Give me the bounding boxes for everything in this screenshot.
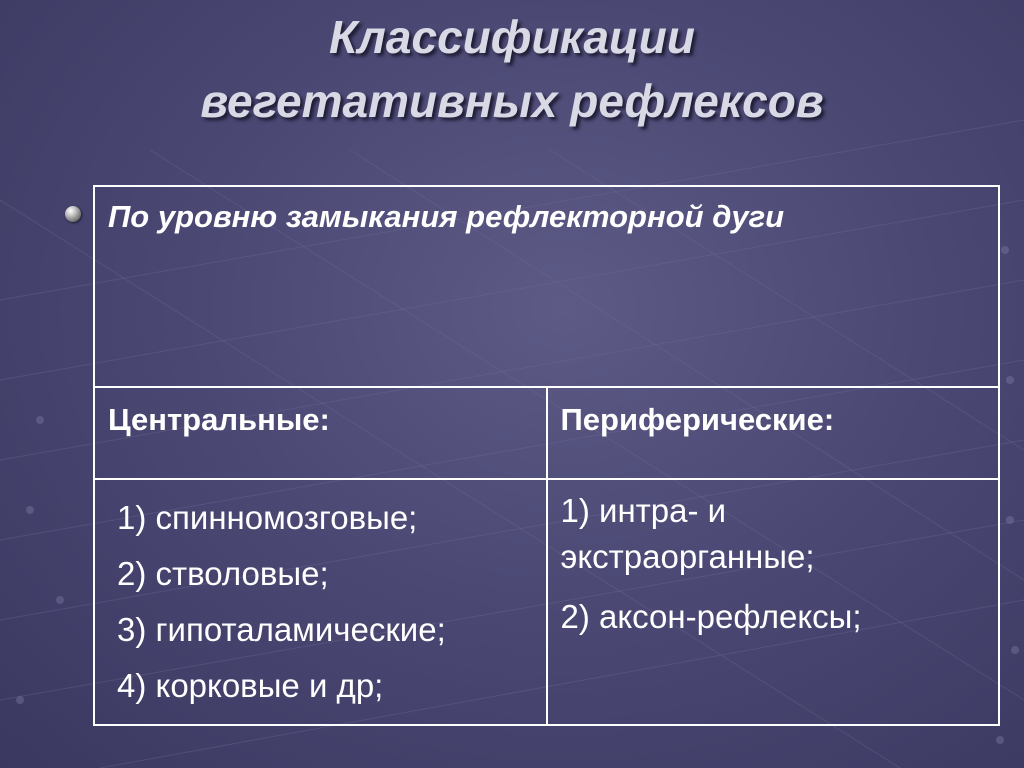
left-heading-cell xyxy=(94,387,547,479)
list-item: 2) аксон-рефлексы; xyxy=(560,598,862,635)
list-item: 1) спинномозговые; xyxy=(117,499,418,536)
table-header-cell xyxy=(94,186,999,387)
list-item: 1) интра- и xyxy=(560,492,727,529)
table-header-text: По уровню замыкания рефлекторной дуги xyxy=(108,199,785,234)
peripheral-heading: Периферические: xyxy=(560,402,835,437)
classification-table xyxy=(93,185,1000,726)
title-line-1: Классификации xyxy=(329,11,695,63)
list-item: 2) стволовые; xyxy=(117,555,329,592)
list-item: экстраорганные; xyxy=(560,538,815,575)
central-heading: Центральные: xyxy=(108,402,330,437)
bullet-icon xyxy=(65,206,81,222)
right-list-cell xyxy=(547,479,1000,725)
list-item: 3) гипоталамические; xyxy=(117,611,446,648)
title-line-2: вегетативных рефлексов xyxy=(200,75,824,127)
list-item: 4) корковые и др; xyxy=(117,667,384,704)
right-heading-cell xyxy=(547,387,1000,479)
peripheral-list xyxy=(561,488,862,640)
central-list xyxy=(117,490,446,714)
left-list-cell xyxy=(94,479,547,725)
